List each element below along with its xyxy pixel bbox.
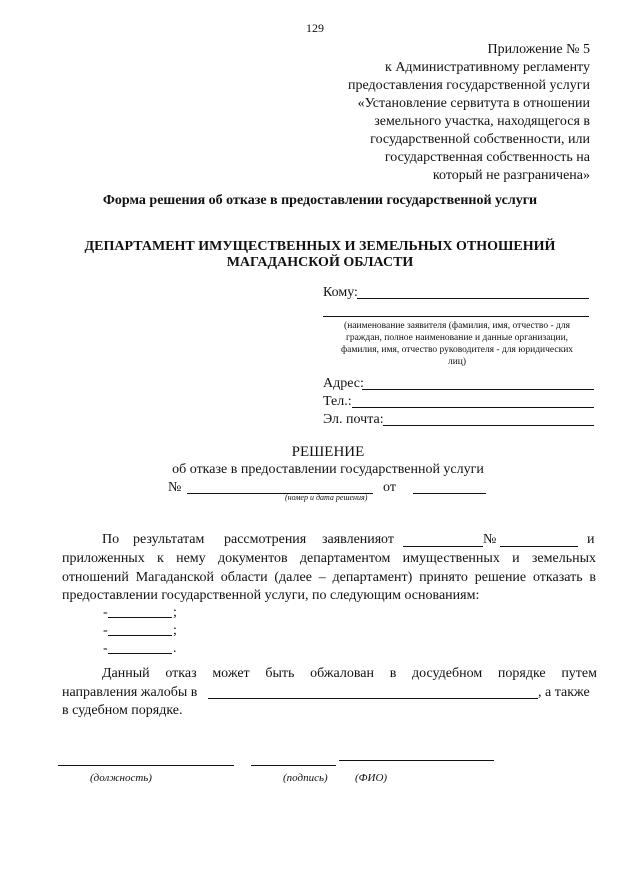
appendix-line: Приложение № 5 bbox=[487, 42, 590, 57]
p2-line-1: Данный отказ может быть обжалован в досудебном порядке путем bbox=[102, 666, 597, 681]
decision-number-label: № bbox=[168, 480, 182, 495]
name-label: (ФИО) bbox=[355, 772, 388, 784]
decision-date-line[interactable] bbox=[413, 493, 486, 494]
reason-dash: - bbox=[103, 605, 108, 620]
p1-word: рассмотрения bbox=[224, 532, 307, 547]
to-field-line[interactable] bbox=[357, 298, 589, 299]
reason-field-line[interactable] bbox=[108, 617, 172, 618]
reason-end: . bbox=[173, 641, 177, 656]
full-name-signature-line[interactable] bbox=[339, 760, 494, 761]
reason-field-line[interactable] bbox=[108, 635, 172, 636]
signature-line[interactable] bbox=[251, 765, 336, 766]
department-line-1: ДЕПАРТАМЕНТ ИМУЩЕСТВЕННЫХ И ЗЕМЕЛЬНЫХ ОТНОШЕНИЙ bbox=[84, 239, 556, 254]
appendix-line: земельного участка, находящегося в bbox=[374, 114, 590, 129]
p2-end: , а также bbox=[538, 685, 590, 700]
p1-word: и bbox=[587, 532, 595, 547]
appendix-line: государственная собственность на bbox=[384, 150, 590, 165]
recipient-note-line: лиц) bbox=[447, 357, 467, 367]
reason-dash: - bbox=[103, 623, 108, 638]
recipient-note-line: фамилия, имя, отчество руководителя - для юридических bbox=[340, 345, 574, 355]
to-field-line-2[interactable] bbox=[323, 316, 589, 317]
p2-start: направления жалобы в bbox=[62, 685, 198, 700]
phone-field-line[interactable] bbox=[352, 407, 594, 408]
recipient-note bbox=[322, 320, 592, 368]
signature-label: (подпись) bbox=[283, 772, 328, 784]
decision-date-label: от bbox=[383, 480, 396, 495]
department-line-2: МАГАДАНСКОЙ ОБЛАСТИ bbox=[226, 255, 414, 270]
reason-end: ; bbox=[173, 605, 177, 620]
email-label: Эл. почта: bbox=[323, 412, 384, 427]
recipient-note-line: (наименование заявителя (фамилия, имя, отчество - для bbox=[344, 321, 570, 331]
appendix-block bbox=[300, 41, 590, 185]
p1-number-sign: № bbox=[483, 532, 497, 547]
p1-word: результатам bbox=[133, 532, 205, 547]
application-number-line[interactable] bbox=[500, 546, 578, 547]
email-field-line[interactable] bbox=[383, 425, 594, 426]
complaint-body-line[interactable] bbox=[208, 698, 538, 699]
p1-line-4: предоставлении государственной услуги, по следующим основаниям: bbox=[62, 588, 480, 603]
p2-line-3: в судебном порядке. bbox=[62, 703, 183, 718]
reason-field-line[interactable] bbox=[108, 653, 172, 654]
decision-number-hint: (номер и дата решения) bbox=[285, 493, 368, 502]
decision-title: РЕШЕНИЕ bbox=[291, 444, 365, 460]
decision-subtitle: об отказе в предоставлении государственной услуги bbox=[172, 462, 484, 477]
reason-dash: - bbox=[103, 641, 108, 656]
p1-word: заявления bbox=[322, 532, 382, 547]
page-number: 129 bbox=[306, 21, 324, 35]
p1-word: По bbox=[102, 532, 120, 547]
to-label: Кому: bbox=[323, 285, 358, 300]
appendix-line: «Установление сервитута в отношении bbox=[357, 96, 590, 111]
phone-label: Тел.: bbox=[323, 394, 352, 409]
p1-line-2: приложенных к нему документов департаментом имущественных и земельных bbox=[62, 551, 596, 566]
appendix-line: предоставления государственной услуги bbox=[348, 78, 590, 93]
address-label: Адрес: bbox=[323, 376, 364, 391]
form-title: Форма решения об отказе в предоставлении государственной услуги bbox=[102, 193, 538, 208]
appendix-line: который не разграничена» bbox=[432, 168, 590, 183]
appendix-line: государственной собственности, или bbox=[370, 132, 590, 147]
position-signature-line[interactable] bbox=[58, 765, 234, 766]
recipient-note-line: граждан, полное наименование и данные организации, bbox=[345, 333, 569, 343]
position-label: (должность) bbox=[90, 772, 152, 784]
reason-end: ; bbox=[173, 623, 177, 638]
application-date-line[interactable] bbox=[403, 546, 483, 547]
appendix-line: к Административному регламенту bbox=[385, 60, 590, 75]
p1-word: от bbox=[381, 532, 394, 547]
address-field-line[interactable] bbox=[362, 389, 594, 390]
p1-line-3: отношений Магаданской области (далее – департамент) принято решение отказать в bbox=[62, 570, 596, 585]
